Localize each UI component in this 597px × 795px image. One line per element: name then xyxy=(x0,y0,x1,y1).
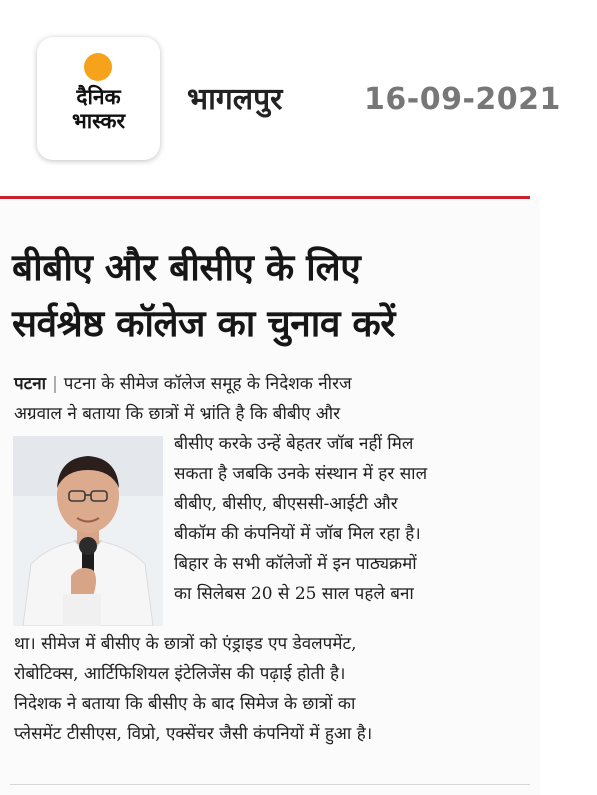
logo-text-line-2: भास्कर xyxy=(71,109,126,133)
logo-text-line-1: दैनिक xyxy=(76,85,121,109)
sun-icon xyxy=(84,53,112,81)
body-line-7: बिहार के सभी कॉलेजों में इन पाठ्यक्रमों xyxy=(174,554,417,574)
body-line-3: बीसीए करके उन्हें बेहतर जॉब नहीं मिल xyxy=(174,434,414,454)
body-line-1-text: पटना के सीमेज कॉलेज समूह के निदेशक नीरज xyxy=(63,374,352,394)
dateline-separator: | xyxy=(52,374,58,394)
bottom-rule xyxy=(10,784,530,785)
article-headline xyxy=(12,240,537,352)
body-line-8: का सिलेबस 20 से 25 साल पहले बना xyxy=(174,584,414,604)
body-line-5: बीबीए, बीसीए, बीएससी-आईटी और xyxy=(174,494,398,514)
headline-line-2: सर्वश्रेष्ठ कॉलेज का चुनाव करें xyxy=(12,302,395,345)
person-with-microphone-image xyxy=(13,436,163,626)
edition-date: 16-09-2021 xyxy=(364,82,561,117)
body-line-10: रोबोटिक्स, आर्टिफिशियल इंटेलिजेंस की पढ़ाई होती है। xyxy=(14,664,346,684)
body-line-9: था। सीमेज में बीसीए के छात्रों को एंड्राइड एप डेवलपमेंट, xyxy=(14,634,357,654)
body-line-2: अग्रवाल ने बताया कि छात्रों में भ्रांति है कि बीबीए और xyxy=(14,404,341,424)
director-photo xyxy=(13,436,163,626)
body-line-6: बीकॉम की कंपनियों में जॉब मिल रहा है। xyxy=(174,524,421,544)
edition-city: भागलपुर xyxy=(187,82,283,117)
body-line-4: सकता है जबकि उनके संस्थान में हर साल xyxy=(174,464,428,484)
top-rule xyxy=(0,196,530,199)
dateline: पटना xyxy=(14,374,47,394)
body-line-12: प्लेसमेंट टीसीएस, विप्रो, एक्सेंचर जैसी कंपनियों में हुआ है। xyxy=(14,724,373,744)
body-line-1 xyxy=(14,370,352,398)
body-line-11: निदेशक ने बताया कि बीसीए के बाद सिमेज के छात्रों का xyxy=(14,694,356,714)
newspaper-clipping xyxy=(0,196,540,795)
headline-line-1: बीबीए और बीसीए के लिए xyxy=(12,246,361,289)
dainik-bhaskar-logo xyxy=(37,37,160,160)
